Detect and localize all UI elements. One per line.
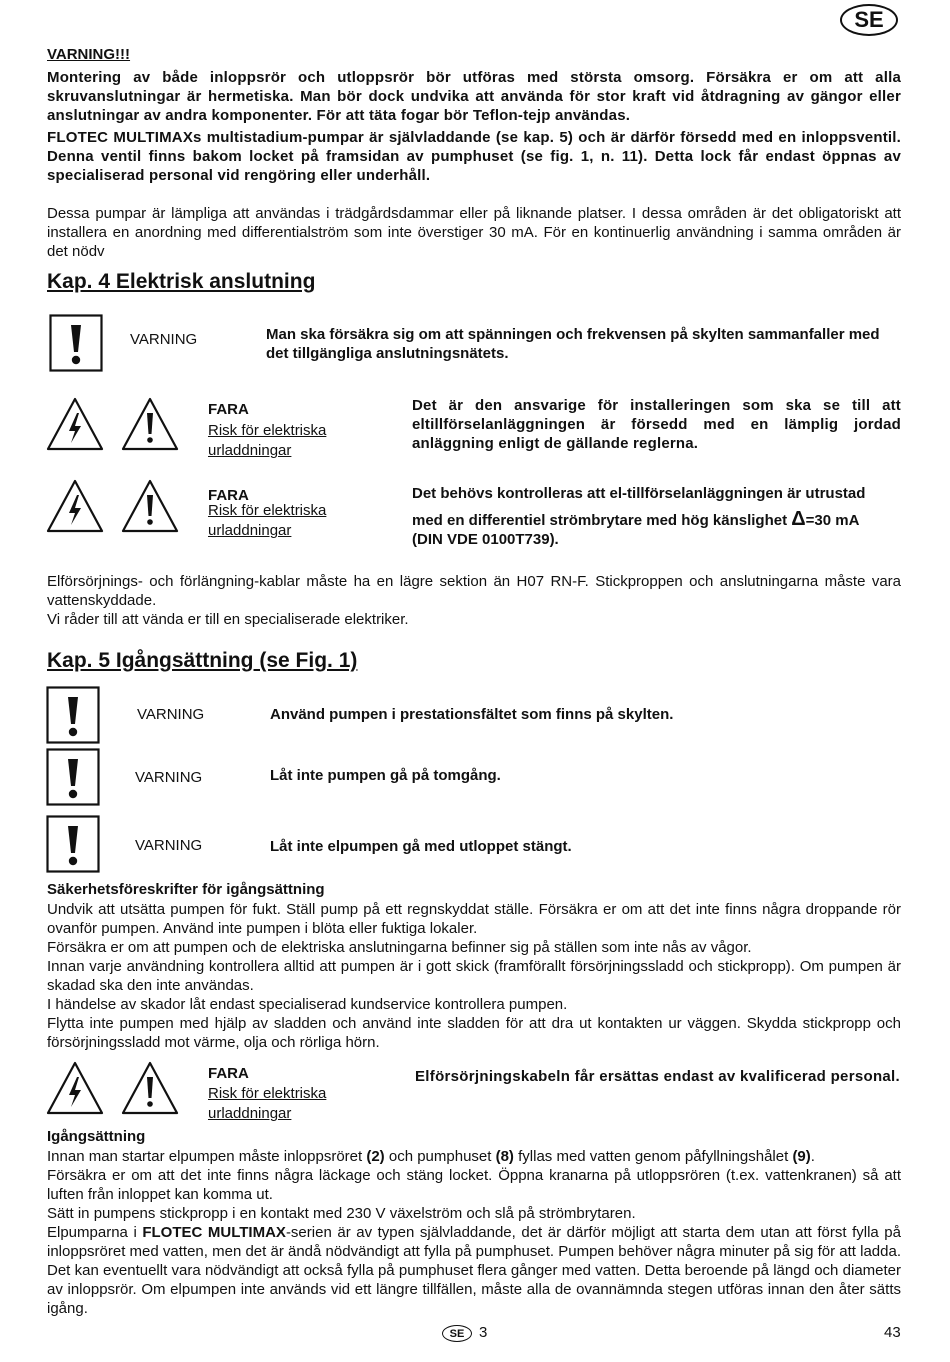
safety-line-4: I händelse av skador låt endast specialiserad kundservice kontrollera pumpen. — [47, 996, 568, 1013]
kap4-danger2-sub1: Risk för elektriska — [208, 502, 327, 519]
kap5-warning2-text: Låt inte pumpen gå på tomgång. — [270, 767, 501, 784]
kap5-warning1-text: Använd pumpen i prestationsfältet som finns på skylten. — [270, 706, 674, 723]
safety-line-2: Försäkra er om att pumpen och de elektriska anslutningarna befinner sig på ställen som inte nås av vågor. — [47, 939, 752, 956]
delta-symbol: Δ — [791, 508, 806, 530]
safety-line-3: Innan varje användning kontrollera alltid att pumpen är i gott skick (framförallt försörjningssladd och stickpropp). Om pumpen är skadad ska den inte användas. — [47, 958, 901, 994]
startup-p4: Elpumparna i FLOTEC MULTIMAX-serien är av typen självladdande, det är därför möjligt att starta dem utan att först fylla på inloppsröret med vatten, men det är ändå nödvändigt att fylla på pumphuset. Pumpen behöver några minuter på sig för att ladda. Det kan eventuellt vara nödvändigt att också fylla på pumphuset flera gånger med vatten. Detta beroende på längd och diameter av inloppsrör. Om elpumpen inte används vid ett längre tillfällen, måste alla de ovannämnda stegen utföras innan den åter sätts igång. — [47, 1224, 901, 1317]
electric-hazard-icon — [45, 1060, 105, 1116]
warning-icon — [46, 686, 100, 744]
kap4-danger2-line2b: =30 mA — [805, 512, 860, 529]
kap5-warning3-text: Låt inte elpumpen gå med utloppet stängt. — [270, 838, 572, 855]
kap5-danger-label: FARA — [208, 1065, 249, 1082]
footer-badge — [442, 1325, 472, 1342]
kap4-danger2-line1: Det behövs kontrolleras att el-tillförselanläggningen är utrustad — [412, 485, 866, 502]
kap5-heading: Kap. 5 Igångsättning (se Fig. 1) — [47, 649, 358, 672]
safety-line-5: Flytta inte pumpen med hjälp av sladden och använd inte sladden för att dra ut kontakten ur väggen. Skydda stickpropp och försörjningssladd mot värme, olja och rörliga hörn. — [47, 1015, 901, 1051]
startup-p3: Sätt in pumpens stickpropp i en kontakt med 230 V växelström och slå på strömbrytaren. — [47, 1205, 636, 1222]
warning-bold-2: FLOTEC MULTIMAXs multistadium-pumpar är självladdande (se kap. 5) och är därför försedd med en inloppsventil. Denna ventil finns bakom locket på framsidan av pumphuset (se fig. 1, n. 11). Detta lock får endast öppnas av specialiserad personal vid rengöring eller underhåll. — [47, 129, 901, 184]
warning-icon — [46, 748, 100, 806]
warning-icon — [49, 314, 103, 372]
kap4-danger2-line2a: med en differentiel strömbrytare med hög känslighet — [412, 512, 788, 529]
country-badge — [840, 4, 898, 36]
kap5-danger-sub2: urladdningar — [208, 1105, 292, 1122]
kap5-warning2-label: VARNING — [135, 769, 203, 786]
kap4-danger2-sub2: urladdningar — [208, 522, 292, 539]
startup-p1: Innan man startar elpumpen måste inloppsröret (2) och pumphuset (8) fyllas med vatten genom påfyllningshålet (9). — [47, 1148, 815, 1165]
kap4-warning-text: Man ska försäkra sig om att spänningen och frekvensen på skylten sammanfaller med det tillgängliga anslutningsnätets. — [266, 326, 880, 362]
startup-text — [47, 1147, 901, 1318]
kap4-cable-text-2: Vi råder till att vända er till en specialiserade elektriker. — [47, 611, 409, 628]
kap5-warning3-label: VARNING — [135, 837, 203, 854]
kap4-danger2-label: FARA — [208, 487, 249, 504]
kap4-danger2-line2 — [412, 508, 859, 531]
warning-icon — [46, 815, 100, 873]
safety-heading: Säkerhetsföreskrifter för igångsättning — [47, 881, 325, 898]
safety-line-1: Undvik att utsätta pumpen för fukt. Ställ pump på ett regnskyddat ställe. Försäkra er om att det inte finns några droppande rör ovanför pumpen. Använd inte pumpen i blöta eller fuktiga lokaler. — [47, 901, 901, 937]
warning-normal-text: Dessa pumpar är lämpliga att användas i trädgårdsdammar eller på liknande platser. I dessa områden är det obligatoriskt att installera en anordning med differentialström som inte överstiger 30 mA. För en kontinuerlig användning i samma områden är det nödv — [47, 205, 901, 260]
kap5-danger-sub1: Risk för elektriska — [208, 1085, 327, 1102]
hazard-exclamation-icon — [120, 396, 180, 452]
kap5-warning1-label: VARNING — [137, 706, 205, 723]
kap4-cable-text-1: Elförsörjnings- och förlängning-kablar måste ha en lägre sektion än H07 RN-F. Stickproppen och anslutningarna måste vara vattenskyddade. — [47, 573, 901, 609]
electric-hazard-icon — [45, 478, 105, 534]
safety-text — [47, 900, 901, 1052]
kap5-danger-text: Elförsörjningskabeln får ersättas endast av kvalificerad personal. — [415, 1068, 900, 1085]
warning-title: VARNING!!! — [47, 46, 131, 63]
country-badge-text: SE — [854, 7, 884, 32]
kap4-danger2-line3: (DIN VDE 0100T739). — [412, 531, 559, 548]
kap4-heading: Kap. 4 Elektrisk anslutning — [47, 270, 316, 293]
startup-p2: Försäkra er om att det inte finns några läckage och stäng locket. Öppna kranarna på utloppsrören (t.ex. vattenkranen) så att luften från inloppet kan komma ut. — [47, 1167, 901, 1203]
kap4-danger1-sub1: Risk för elektriska — [208, 422, 327, 439]
kap4-danger1-sub2: urladdningar — [208, 442, 292, 459]
electric-hazard-icon — [45, 396, 105, 452]
page-number: 43 — [884, 1324, 901, 1341]
hazard-exclamation-icon — [120, 478, 180, 534]
footer-badge-text: SE — [449, 1327, 465, 1340]
kap4-warning-label: VARNING — [130, 331, 198, 348]
kap4-danger1-label: FARA — [208, 401, 249, 418]
startup-heading: Igångsättning — [47, 1128, 146, 1145]
footer-section-num: 3 — [479, 1324, 488, 1341]
hazard-exclamation-icon — [120, 1060, 180, 1116]
warning-bold-1: Montering av både inloppsrör och utloppsrör bör utföras med största omsorg. Försäkra er om att alla skruvanslutningar är hermetiska. Man bör dock undvika att använda för stor kraft vid åtdragning av gängor eller anslutningar av andra komponenter. För att täta fogar bör Teflon-tejp användas. — [47, 69, 901, 124]
kap4-danger1-text: Det är den ansvarige för installeringen som ska se till att eltillförselanläggningen är försedd med en lämplig jordad anläggning enligt de gällande reglerna. — [412, 397, 901, 452]
